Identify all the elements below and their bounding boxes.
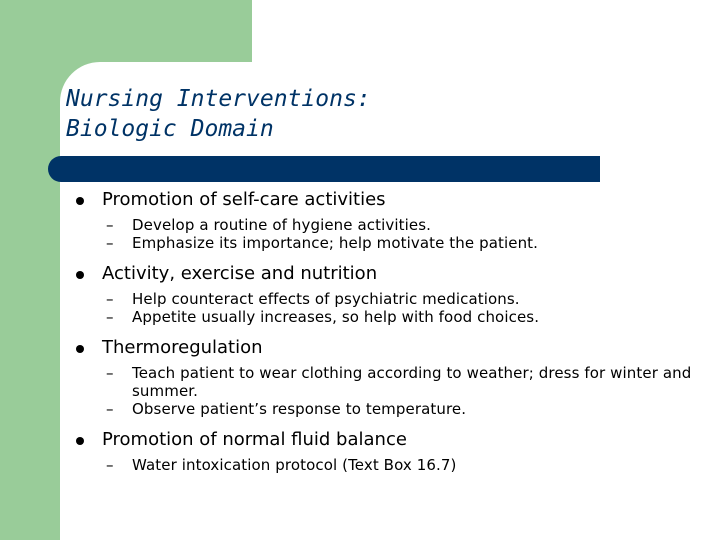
dash-marker: – bbox=[106, 364, 114, 382]
sub-item-text: Water intoxication protocol (Text Box 16.7) bbox=[132, 456, 457, 474]
dash-marker: – bbox=[106, 308, 114, 326]
slide-title bbox=[66, 84, 371, 144]
bullet-text: Promotion of normal fluid balance bbox=[102, 429, 407, 450]
green-left-strip bbox=[0, 0, 60, 540]
sub-item-text: Develop a routine of hygiene activities. bbox=[132, 216, 431, 234]
sub-item bbox=[74, 364, 704, 400]
title-underline-bar bbox=[48, 156, 600, 182]
dash-marker: – bbox=[106, 456, 114, 474]
bullet-self-care bbox=[74, 188, 704, 212]
bullet-text: Thermoregulation bbox=[102, 337, 263, 358]
sub-list-thermoregulation bbox=[74, 364, 704, 418]
bullet-fluid-balance bbox=[74, 428, 704, 452]
sub-item-text: Help counteract effects of psychiatric medications. bbox=[132, 290, 520, 308]
slide-title-line-1: Nursing Interventions: bbox=[66, 86, 371, 112]
sub-item bbox=[74, 234, 704, 252]
bullet-dot-icon bbox=[76, 345, 84, 353]
bullet-dot-icon bbox=[76, 197, 84, 205]
sub-list-self-care bbox=[74, 216, 704, 252]
bullet-activity bbox=[74, 262, 704, 286]
sub-item-text: Teach patient to wear clothing according to weather; dress for winter and summer. bbox=[132, 364, 692, 400]
sub-item-text: Emphasize its importance; help motivate the patient. bbox=[132, 234, 539, 252]
sub-item bbox=[74, 308, 704, 326]
dash-marker: – bbox=[106, 234, 114, 252]
sub-item bbox=[74, 400, 704, 418]
dash-marker: – bbox=[106, 290, 114, 308]
sub-item bbox=[74, 216, 704, 234]
bullet-thermoregulation bbox=[74, 336, 704, 360]
sub-item-text: Appetite usually increases, so help with food choices. bbox=[132, 308, 540, 326]
bullet-list bbox=[74, 188, 704, 474]
sub-item bbox=[74, 290, 704, 308]
bullet-dot-icon bbox=[76, 271, 84, 279]
sub-list-fluid-balance bbox=[74, 456, 704, 474]
dash-marker: – bbox=[106, 400, 114, 418]
sub-item bbox=[74, 456, 704, 474]
sub-list-activity bbox=[74, 290, 704, 326]
dash-marker: – bbox=[106, 216, 114, 234]
slide-title-line-2: Biologic Domain bbox=[66, 116, 274, 142]
bullet-dot-icon bbox=[76, 437, 84, 445]
sub-item-text: Observe patient’s response to temperature. bbox=[132, 400, 467, 418]
bullet-text: Promotion of self-care activities bbox=[102, 189, 386, 210]
bullet-text: Activity, exercise and nutrition bbox=[102, 263, 378, 284]
